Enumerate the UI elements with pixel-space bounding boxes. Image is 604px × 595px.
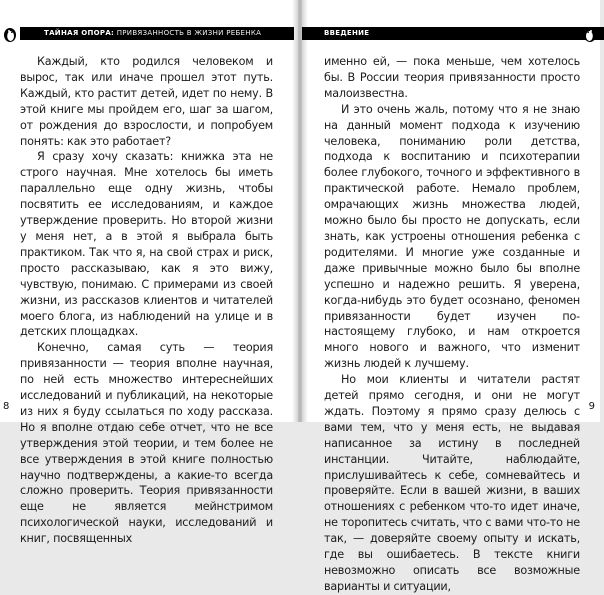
penguin-icon: [582, 26, 598, 42]
book-subtitle: ПРИВЯЗАННОСТЬ В ЖИЗНИ РЕБЕНКА: [116, 29, 262, 37]
paragraph: И это очень жаль, потому что я не знаю на данный момент подхода к изучению человека, пониманию роли детства, подхода к воспитанию и психотерапии более глубокого, точного и эффективного в практической работе. Немало проблем, омрачающих жизнь множества людей, можно было бы просто не допускать, если знать, как устроены отношения ребенка с родителями. И многие уже созданные и даже привычные можно было бы вполне успешно и надежно решить. Я уверена, когда-нибудь это будет осознано, феномен привязанности будет изучен по-настоящему глубоко, и нам откроется много нового и важного, что изменит жизнь людей к лучшему.: [324, 102, 580, 371]
book-title: ТАЙНАЯ ОПОРА:: [44, 29, 115, 37]
section-title: ВВЕДЕНИЕ: [324, 29, 370, 37]
paragraph: именно ей, — пока меньше, чем хотелось бы. В России теория привязанности просто малоизвестна.: [324, 55, 580, 100]
paragraph: Каждый, кто родился человеком и вырос, так или иначе прошел этот путь. Каждый, кто растит детей, идет по нему. В этой книге мы пройдем его, шаг за шагом, от рождения до взрослости, и попробуем понять: как это работает?: [20, 55, 273, 148]
paragraph: Конечно, самая суть — теория привязанности — теория вполне научная, по ней есть множество интереснейших исследований и публикаций, на некоторые из них я буду ссылаться по ходу рассказа. Но я вполне отдаю себе отчет, что не все утверждения этой теории, и тем более не все утверждения в этой книге полностью научно подтверждены, а какие-то всегда сложно проверить. Теория привязанности еще не является мейнстримом психологической науки, исследований и книг, посвященных: [20, 341, 273, 546]
running-header-right: [302, 27, 604, 40]
running-header-left: [20, 27, 294, 40]
page-number: 8: [3, 401, 10, 412]
left-page: [0, 0, 298, 546]
page-number: 9: [588, 401, 595, 412]
paragraph: Я сразу хочу сказать: книжка эта не строго научная. Мне хотелось бы иметь параллельно еще одну жизнь, чтобы посвятить ее исследованиям, и каждое утверждение проверить. Но второй жизни у меня нет, а в этой я выбрала быть практиком. Так что я, на свой страх и риск, просто рассказываю, как я это вижу, чувствую, понимаю. С примерами из своей жизни, из рассказов клиентов и читателей моего блога, из наблюдений на улице и в детских площадках.: [20, 150, 273, 339]
left-page-body: [20, 54, 273, 547]
penguin-icon: [2, 26, 18, 42]
book-gutter: [292, 0, 308, 422]
paragraph: Но мои клиенты и читатели растят детей прямо сегодня, и они не могут ждать. Поэтому я прямо сразу делюсь с вами тем, что у меня есть, не выдавая написанное за истину в последней инстанции. Читайте, наблюдайте, прислушивайтесь к себе, сомневайтесь и проверяйте. Если в вашей жизни, в ваших отношениях с ребенком что-то идет иначе, не торопитесь считать, что с вами что-то не так, — доверяйте своему опыту и искать, где вы ошибаетесь. В тексте книги невозможно описать все возможные варианты и ситуации,: [324, 373, 580, 593]
right-page-body: [324, 54, 580, 595]
right-page: [302, 0, 600, 593]
